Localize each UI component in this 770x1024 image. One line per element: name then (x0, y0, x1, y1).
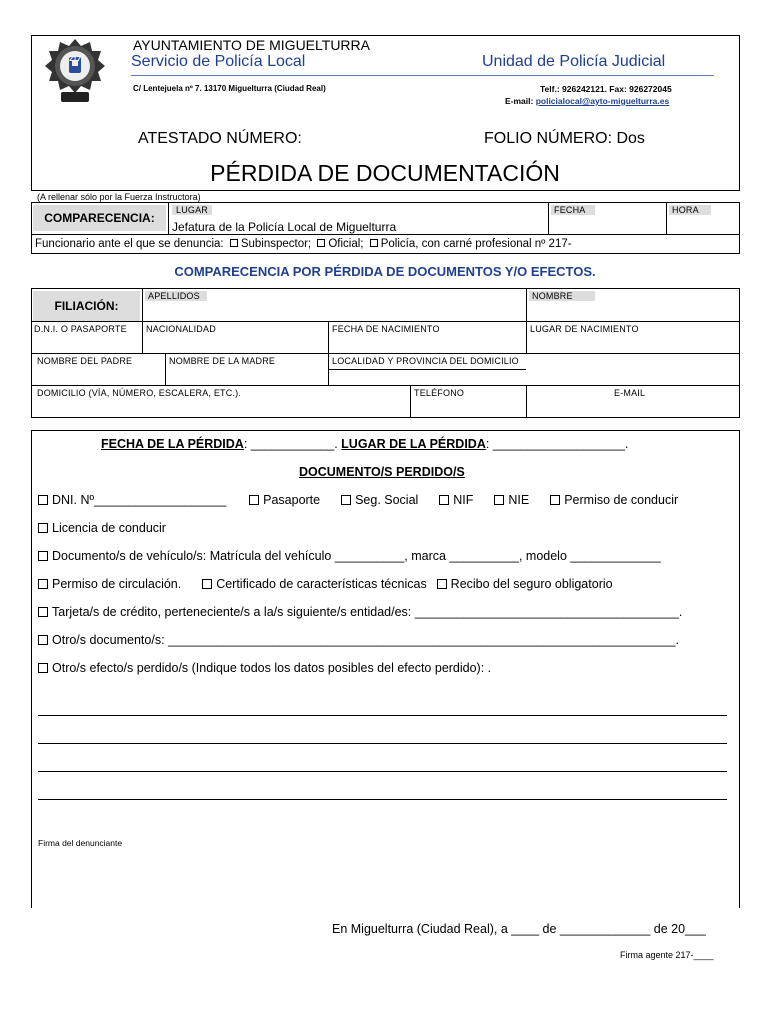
docs-row-5 (38, 605, 682, 619)
nif-label: NIF (453, 493, 474, 507)
docs-row-7 (38, 661, 491, 675)
dni-label: DNI. Nº___________________ (52, 493, 227, 507)
fecha-label: FECHA (551, 205, 595, 215)
oficial-checkbox[interactable] (317, 239, 325, 247)
fecha-nac-label: FECHA DE NACIMIENTO (332, 324, 440, 334)
tarjetas-label: Tarjeta/s de crédito, perteneciente/s a la/s siguiente/s entidad/es: ______________________________________. (52, 605, 683, 619)
nombre-label: NOMBRE (529, 291, 595, 301)
divider (31, 234, 740, 235)
funcionario-text: Funcionario ante el que se denuncia: (35, 238, 224, 250)
comparecencia-label: COMPARECENCIA: (33, 205, 166, 231)
lugar-value[interactable]: Jefatura de la Policía Local de Miguelturra (172, 220, 397, 234)
fecha-lugar-row (101, 437, 628, 451)
blank-line-4[interactable] (38, 799, 727, 800)
nie-label: NIE (508, 493, 530, 507)
localidad-label: LOCALIDAD Y PROVINCIA DEL DOMICILIO (332, 356, 519, 366)
docs-row-3 (38, 549, 661, 563)
firma-agente: Firma agente 217-____ (620, 950, 714, 960)
divider (168, 202, 169, 234)
phone-line: Telf.: 926242121. Fax: 926272045 (540, 84, 672, 94)
apellidos-label: APELLIDOS (145, 291, 207, 301)
nacionalidad-label: NACIONALIDAD (146, 324, 216, 334)
seg-social-label: Seg. Social (355, 493, 419, 507)
dni-checkbox[interactable] (38, 495, 48, 505)
policia-checkbox[interactable] (370, 239, 378, 247)
email-label: E-mail: (505, 96, 536, 106)
unit-name: Unidad de Policía Judicial (482, 53, 666, 70)
pasaporte-checkbox[interactable] (249, 495, 259, 505)
domicilio-label: DOMICILIO (VÍA, NÚMERO, ESCALERA, ETC.). (37, 388, 242, 398)
dni-label: D.N.I. O PASAPORTE (34, 324, 127, 334)
email-link[interactable]: policialocal@ayto-miguelturra.es (535, 96, 670, 106)
lugar-perdida-blank[interactable]: : ___________________. (485, 437, 629, 451)
divider (328, 369, 526, 370)
oficial-label: Oficial; (328, 238, 364, 250)
divider (31, 385, 740, 386)
document-title: PÉRDIDA DE DOCUMENTACIÓN (210, 160, 560, 186)
fecha-perdida-blank[interactable]: : ____________. (243, 437, 338, 451)
filiacion-label: FILIACIÓN: (33, 291, 140, 321)
divider (165, 353, 166, 385)
lugar-nac-label: LUGAR DE NACIMIENTO (530, 324, 639, 334)
atestado-label: ATESTADO NÚMERO: (138, 130, 302, 147)
subinspector-label: Subinspector; (240, 238, 312, 250)
fecha-perdida-label: FECHA DE LA PÉRDIDA (101, 437, 244, 451)
place-date-line: En Miguelturra (Ciudad Real), a ____ de _____________ de 20___ (332, 922, 706, 936)
seg-social-checkbox[interactable] (341, 495, 351, 505)
comparecencia-note: (A rellenar sólo por la Fuerza Instructora) (37, 192, 201, 202)
docs-title: DOCUMENTO/S PERDIDO/S (299, 465, 465, 479)
pasaporte-label: Pasaporte (263, 493, 321, 507)
email-field-label: E-MAIL (614, 388, 646, 398)
otros-efectos-checkbox[interactable] (38, 663, 48, 673)
permiso-circ-checkbox[interactable] (38, 579, 48, 589)
police-badge-icon (43, 37, 107, 105)
docs-row-1 (38, 493, 678, 507)
docs-row-4 (38, 577, 613, 591)
org-name: AYUNTAMIENTO DE MIGUELTURRA (133, 37, 370, 53)
divider (666, 202, 667, 234)
docs-row-2 (38, 521, 166, 535)
hora-label: HORA (669, 205, 711, 215)
otros-docs-checkbox[interactable] (38, 635, 48, 645)
firma-denunciante: Firma del denunciante (38, 838, 123, 848)
otros-efectos-label: Otro/s efecto/s perdido/s (Indique todos los datos posibles del efecto perdido): . (52, 661, 492, 675)
certificado-label: Certificado de características técnicas (216, 577, 427, 591)
docs-row-6 (38, 633, 679, 647)
lugar-label: LUGAR (172, 205, 212, 215)
recibo-checkbox[interactable] (437, 579, 447, 589)
subinspector-checkbox[interactable] (230, 239, 238, 247)
divider (31, 321, 740, 322)
divider (410, 385, 411, 418)
licencia-label: Licencia de conducir (52, 521, 166, 535)
vehiculo-label: Documento/s de vehículo/s: Matrícula del vehículo __________, marca __________, modelo _____________ (52, 549, 661, 563)
permiso-conducir-checkbox[interactable] (550, 495, 560, 505)
divider (142, 288, 143, 321)
blank-line-1[interactable] (38, 715, 727, 716)
nie-checkbox[interactable] (494, 495, 504, 505)
licencia-checkbox[interactable] (38, 523, 48, 533)
blank-line-2[interactable] (38, 743, 727, 744)
divider (31, 353, 740, 354)
nif-checkbox[interactable] (439, 495, 449, 505)
madre-label: NOMBRE DE LA MADRE (169, 356, 276, 366)
divider (526, 288, 527, 321)
telefono-label: TELÉFONO (414, 388, 465, 398)
address: C/ Lentejuela nº 7. 13170 Miguelturra (Ciudad Real) (133, 84, 326, 93)
section-title: COMPARECENCIA POR PÉRDIDA DE DOCUMENTOS Y/O EFECTOS. (174, 264, 596, 279)
otros-docs-label: Otro/s documento/s: _________________________________________________________________________. (52, 633, 679, 647)
divider (548, 202, 549, 234)
service-name: Servicio de Policía Local (131, 53, 306, 70)
funcionario-row (35, 238, 572, 250)
tarjetas-checkbox[interactable] (38, 607, 48, 617)
recibo-label: Recibo del seguro obligatorio (450, 577, 613, 591)
certificado-checkbox[interactable] (202, 579, 212, 589)
lugar-perdida-label: LUGAR DE LA PÉRDIDA (341, 437, 486, 451)
blank-line-3[interactable] (38, 771, 727, 772)
folio-label: FOLIO NÚMERO: Dos (484, 130, 645, 147)
header-divider (131, 75, 714, 76)
divider (526, 321, 527, 353)
permiso-circ-label: Permiso de circulación. (52, 577, 182, 591)
vehiculo-checkbox[interactable] (38, 551, 48, 561)
divider (526, 385, 527, 418)
divider (142, 321, 143, 353)
permiso-conducir-label: Permiso de conducir (564, 493, 679, 507)
badge-number: 217 (69, 56, 81, 63)
policia-label: Policía, con carné profesional nº 217- (380, 238, 572, 250)
email-line (505, 96, 669, 106)
padre-label: NOMBRE DEL PADRE (37, 356, 133, 366)
